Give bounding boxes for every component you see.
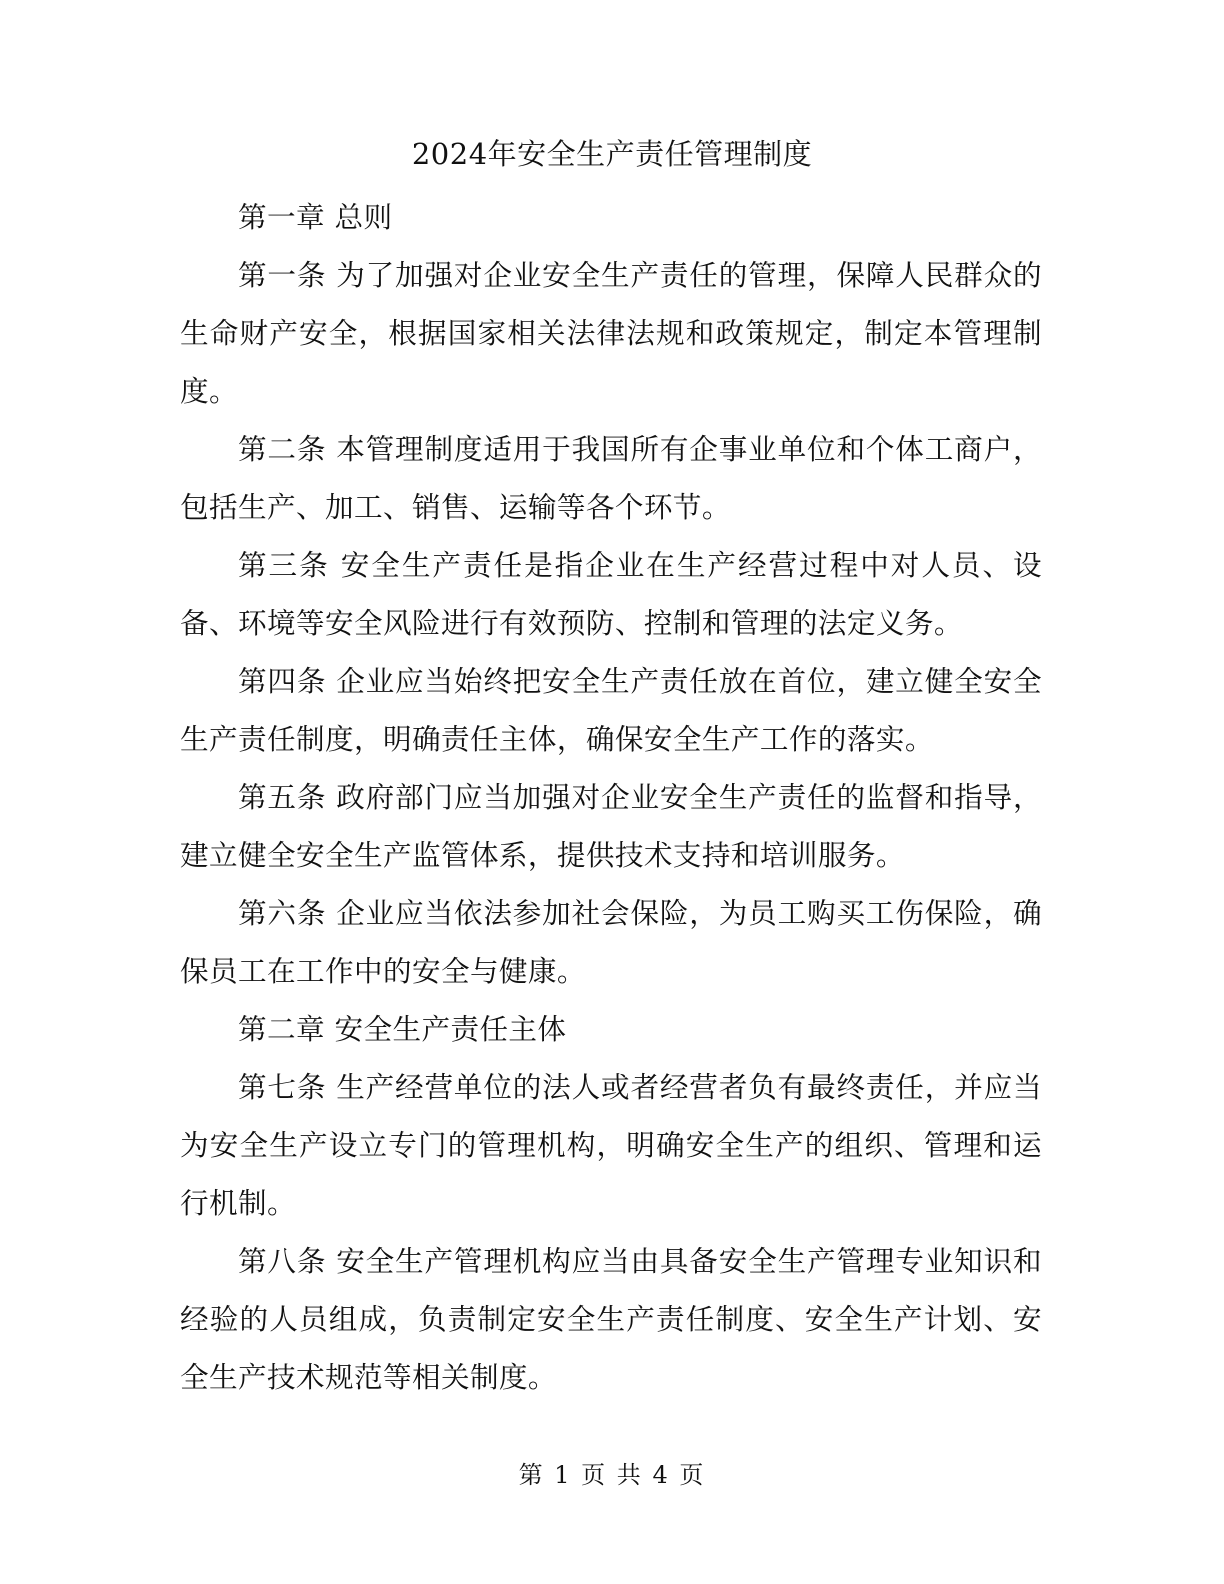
document-body xyxy=(180,188,1042,1406)
page-number-footer: 第 1 页 共 4 页 xyxy=(518,1461,706,1489)
document-title: 2024年安全生产责任管理制度 xyxy=(411,137,813,171)
chapter-heading: 第一章 总则 xyxy=(238,200,393,234)
article-paragraph: 第三条 安全生产责任是指企业在生产经营过程中对人员、设备、环境等安全风险进行有效预防、控制和管理的法定义务。 xyxy=(180,548,1042,640)
article-paragraph: 第一条 为了加强对企业安全生产责任的管理，保障人民群众的生命财产安全，根据国家相关法律法规和政策规定，制定本管理制度。 xyxy=(180,258,1042,408)
chapter-heading: 第二章 安全生产责任主体 xyxy=(238,1012,567,1046)
article-paragraph: 第二条 本管理制度适用于我国所有企事业单位和个体工商户，包括生产、加工、销售、运输等各个环节。 xyxy=(180,432,1042,524)
article-paragraph: 第五条 政府部门应当加强对企业安全生产责任的监督和指导，建立健全安全生产监管体系，提供技术支持和培训服务。 xyxy=(180,780,1042,872)
article-paragraph: 第八条 安全生产管理机构应当由具备安全生产管理专业知识和经验的人员组成，负责制定安全生产责任制度、安全生产计划、安全生产技术规范等相关制度。 xyxy=(180,1244,1042,1394)
article-paragraph: 第七条 生产经营单位的法人或者经营者负有最终责任，并应当为安全生产设立专门的管理机构，明确安全生产的组织、管理和运行机制。 xyxy=(180,1070,1042,1220)
article-paragraph: 第六条 企业应当依法参加社会保险，为员工购买工伤保险，确保员工在工作中的安全与健康。 xyxy=(180,896,1042,988)
article-paragraph: 第四条 企业应当始终把安全生产责任放在首位，建立健全安全生产责任制度，明确责任主体，确保安全生产工作的落实。 xyxy=(180,664,1042,756)
